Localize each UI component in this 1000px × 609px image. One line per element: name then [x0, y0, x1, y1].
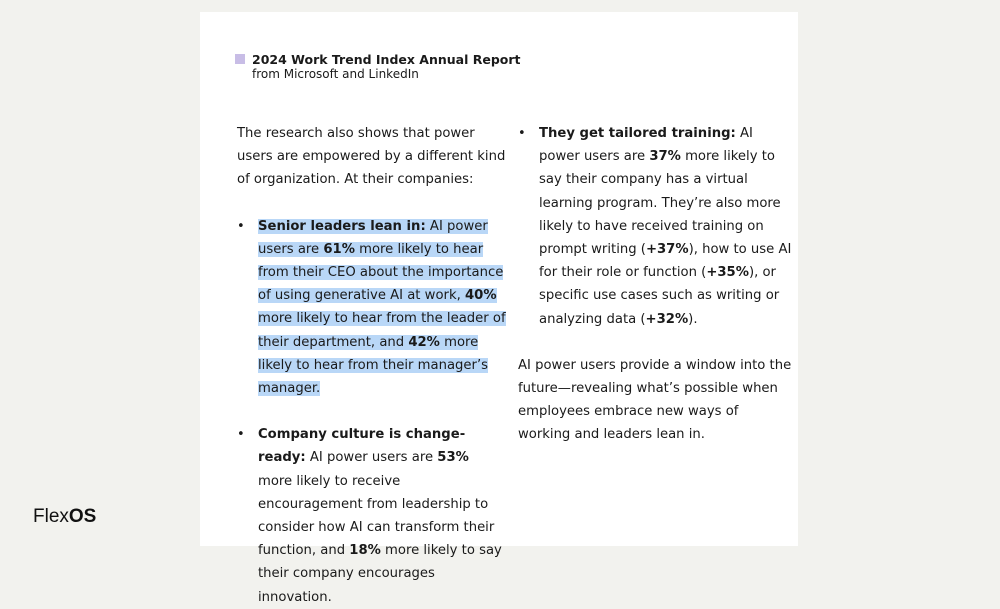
bullet-text: more likely to say their company has a virtual learning program. They’re also more likely to have received training on prompt writing (	[539, 149, 781, 258]
closing-paragraph: AI power users provide a window into the future—revealing what’s possible when employees embrace new ways of working and leaders lean in.	[518, 357, 792, 443]
stat-value: +35%	[706, 265, 749, 281]
stat-value: +32%	[645, 311, 689, 327]
bullet-text: AI power users are	[305, 450, 438, 466]
bullet-dot-icon: •	[237, 427, 245, 443]
report-page	[200, 12, 798, 605]
bullet-dot-icon: •	[518, 126, 526, 141]
lavender-square-icon	[235, 54, 245, 64]
bullet-text: more likely to say their company encourages innovation.	[258, 543, 502, 605]
bullet-text: AI power users are	[258, 218, 488, 257]
bullet-text: ), how to use AI for their role or function (	[539, 242, 792, 281]
stat-value: 42%	[408, 334, 440, 350]
highlighted-text	[258, 219, 506, 396]
right-column	[518, 122, 793, 447]
bullet-heading: Senior leaders lean in:	[258, 218, 426, 234]
bullet-heading: They get tailored training:	[539, 126, 736, 141]
intro-paragraph: The research also shows that power users are empowered by a different kind of organization. At their companies:	[237, 126, 506, 188]
logo-text-os: OS	[68, 506, 97, 527]
bullet-text: more likely to hear from their manager’s manager.	[258, 334, 489, 397]
flexos-logo	[33, 506, 96, 528]
stat-value: 37%	[649, 149, 681, 165]
report-title: 2024 Work Trend Index Annual Report	[252, 52, 521, 67]
logo-text-flex: Flex	[33, 506, 69, 527]
report-subtitle: from Microsoft and LinkedIn	[252, 67, 419, 81]
stat-value: 18%	[349, 543, 381, 559]
left-column	[237, 122, 507, 609]
bullet-senior-leaders	[237, 215, 507, 401]
stat-value: +37%	[645, 242, 689, 258]
bullet-text: more likely to receive encouragement from leadership to consider how AI can transform their function, and	[258, 473, 495, 559]
bullet-text: more likely to hear from the leader of their department, and	[258, 311, 506, 350]
bullet-company-culture	[237, 423, 507, 609]
bullet-text: ), or specific use cases such as writing or analyzing data (	[539, 265, 780, 327]
stat-value: 61%	[323, 241, 355, 257]
stat-value: 40%	[464, 288, 497, 304]
bullet-text: ).	[688, 311, 698, 327]
bullet-text: more likely to hear from their CEO about the importance of using generative AI at work,	[258, 241, 504, 304]
bullet-tailored-training	[518, 122, 793, 331]
bullet-text: AI power users are	[539, 126, 753, 165]
bullet-heading: Company culture is change-ready:	[258, 427, 466, 466]
bullet-dot-icon: •	[237, 218, 245, 234]
stat-value: 53%	[437, 450, 469, 466]
